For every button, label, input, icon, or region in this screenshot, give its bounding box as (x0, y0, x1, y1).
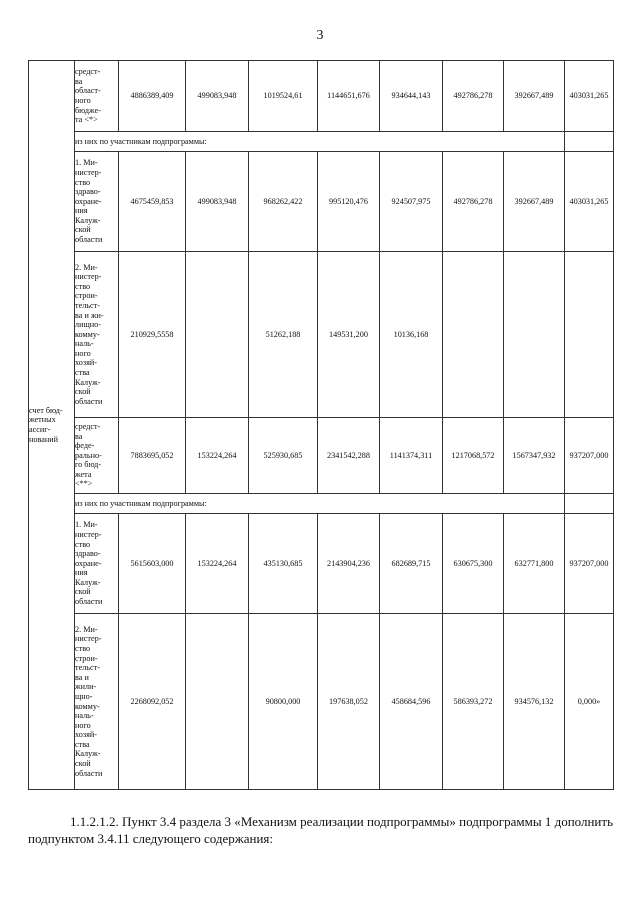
value-cell: 525930,685 (249, 418, 318, 494)
table-row (29, 494, 614, 514)
value-cell: 1019524,61 (249, 61, 318, 132)
value-cell: 403031,265 (565, 61, 614, 132)
row-label-cell: 1. Ми- нистер- ство здраво- охране- ния Калуж- ской области (75, 514, 119, 614)
paragraph-text: 1.1.2.1.2. Пункт 3.4 раздела 3 «Механизм реализации подпрограммы» подпрограммы 1 дополнить подпунктом 3.4.11 следующего содержания: (28, 814, 613, 846)
row-label-cell: средст- ва феде- рально- го бюд- жета <**> (75, 418, 119, 494)
value-cell: 1141374,311 (380, 418, 443, 494)
value-cell: 1144651,676 (318, 61, 380, 132)
participants-heading-cell: из них по участникам подпрограммы: (75, 132, 565, 152)
value-cell: 499083,948 (186, 152, 249, 252)
value-cell: 968262,422 (249, 152, 318, 252)
value-cell: 995120,476 (318, 152, 380, 252)
value-cell: 586393,272 (443, 614, 504, 790)
value-cell: 934644,143 (380, 61, 443, 132)
value-cell: 630675,300 (443, 514, 504, 614)
budget-table (28, 60, 614, 790)
value-cell: 149531,200 (318, 252, 380, 418)
table-row (29, 252, 614, 418)
value-cell: 632771,800 (504, 514, 565, 614)
value-cell: 153224,264 (186, 514, 249, 614)
value-cell: 1217068,572 (443, 418, 504, 494)
value-cell (443, 252, 504, 418)
row-label-cell: 2. Ми- нистер- ство строи- тельст- ва и жили- щно- комму- наль- ного хозяй- ства Калуж- ской области (75, 614, 119, 790)
value-cell: 197638,052 (318, 614, 380, 790)
value-cell: 2341542,288 (318, 418, 380, 494)
value-cell: 392667,489 (504, 61, 565, 132)
value-cell: 7883695,052 (119, 418, 186, 494)
value-cell: 51262,188 (249, 252, 318, 418)
value-cell: 210929,5558 (119, 252, 186, 418)
value-cell: 682689,715 (380, 514, 443, 614)
value-cell: 403031,265 (565, 152, 614, 252)
value-cell: 499083,948 (186, 61, 249, 132)
value-cell: 937207,000 (565, 514, 614, 614)
page-number: 3 (316, 28, 324, 43)
value-cell: 2268092,052 (119, 614, 186, 790)
value-cell: 10136,168 (380, 252, 443, 418)
table-row (29, 61, 614, 132)
value-cell (504, 252, 565, 418)
value-cell (186, 252, 249, 418)
table-row (29, 514, 614, 614)
value-cell: 937207,000 (565, 418, 614, 494)
row-label-cell: 1. Ми- нистер- ство здраво- охране- ния Калуж- ской области (75, 152, 119, 252)
value-cell: 153224,264 (186, 418, 249, 494)
empty-cell (565, 494, 614, 514)
value-cell: 492786,278 (443, 152, 504, 252)
table-row (29, 152, 614, 252)
empty-cell (565, 132, 614, 152)
value-cell: 90800,000 (249, 614, 318, 790)
row-label-cell: 2. Ми- нистер- ство строи- тельст- ва и жи- лищно- комму- наль- ного хозяй- ства Калуж- ской области (75, 252, 119, 418)
row-label-cell: средст- ва област- ного бюдже- та <*> (75, 61, 119, 132)
participants-heading-cell: из них по участникам подпрограммы: (75, 494, 565, 514)
table-row (29, 132, 614, 152)
table-row (29, 614, 614, 790)
value-cell (186, 614, 249, 790)
value-cell (565, 252, 614, 418)
value-cell: 4886389,409 (119, 61, 186, 132)
value-cell: 458684,596 (380, 614, 443, 790)
value-cell: 5615603,000 (119, 514, 186, 614)
table-row (29, 418, 614, 494)
value-cell: 492786,278 (443, 61, 504, 132)
source-label-cell: счет бюд- жетных ассиг- нований (29, 61, 75, 790)
value-cell: 4675459,853 (119, 152, 186, 252)
value-cell: 435130,685 (249, 514, 318, 614)
value-cell: 1567347,932 (504, 418, 565, 494)
value-cell: 2143904,236 (318, 514, 380, 614)
value-cell: 934576,132 (504, 614, 565, 790)
value-cell: 0,000» (565, 614, 614, 790)
value-cell: 924507,975 (380, 152, 443, 252)
value-cell: 392667,489 (504, 152, 565, 252)
